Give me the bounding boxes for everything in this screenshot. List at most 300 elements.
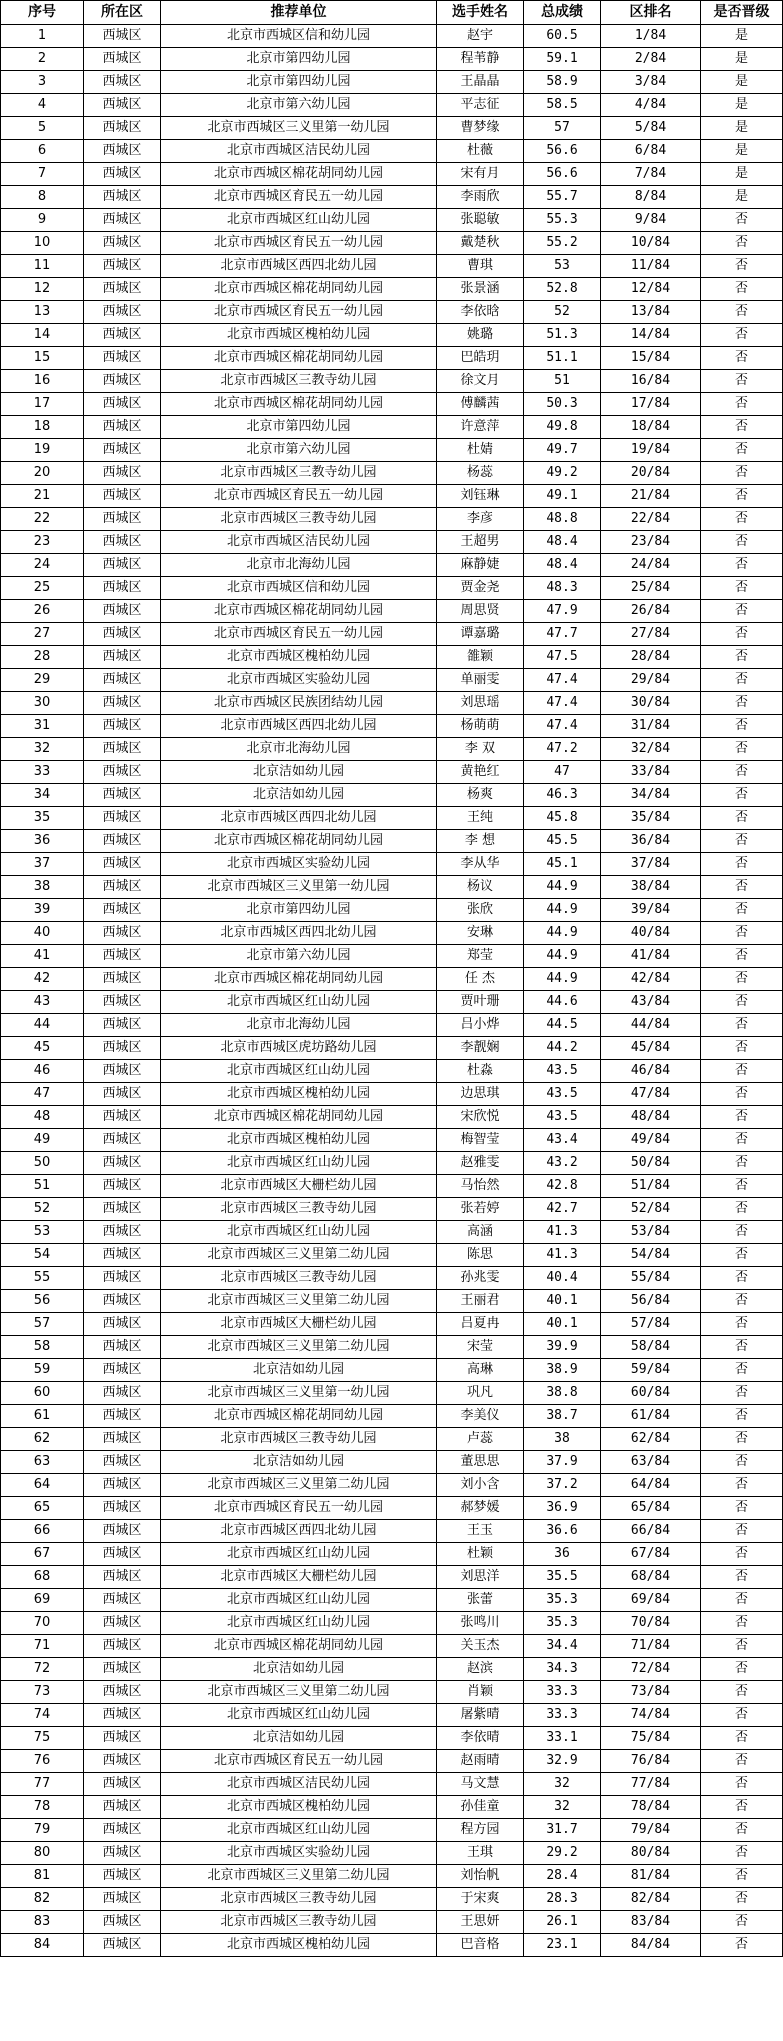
cell-rank: 53/84 <box>601 1221 701 1244</box>
cell-name: 李依晗 <box>437 301 524 324</box>
header-cell-name: 选手姓名 <box>437 1 524 25</box>
cell-rank: 31/84 <box>601 715 701 738</box>
cell-score: 40.4 <box>524 1267 601 1290</box>
cell-score: 57 <box>524 117 601 140</box>
cell-index: 81 <box>1 1865 84 1888</box>
table-row <box>1 945 783 968</box>
cell-score: 39.9 <box>524 1336 601 1359</box>
cell-advance: 否 <box>701 416 783 439</box>
cell-index: 74 <box>1 1704 84 1727</box>
cell-rank: 83/84 <box>601 1911 701 1934</box>
cell-unit: 北京市西城区棉花胡同幼儿园 <box>161 600 437 623</box>
cell-score: 23.1 <box>524 1934 601 1957</box>
cell-unit: 北京市西城区大栅栏幼儿园 <box>161 1175 437 1198</box>
cell-score: 47.2 <box>524 738 601 761</box>
cell-rank: 58/84 <box>601 1336 701 1359</box>
cell-unit: 北京市北海幼儿园 <box>161 554 437 577</box>
cell-unit: 北京市西城区红山幼儿园 <box>161 1704 437 1727</box>
cell-district: 西城区 <box>84 94 161 117</box>
cell-district: 西城区 <box>84 761 161 784</box>
cell-advance: 是 <box>701 71 783 94</box>
cell-district: 西城区 <box>84 25 161 48</box>
cell-advance: 是 <box>701 140 783 163</box>
cell-unit: 北京洁如幼儿园 <box>161 1359 437 1382</box>
cell-index: 60 <box>1 1382 84 1405</box>
cell-score: 32.9 <box>524 1750 601 1773</box>
table-row <box>1 784 783 807</box>
cell-rank: 64/84 <box>601 1474 701 1497</box>
cell-unit: 北京市西城区红山幼儿园 <box>161 991 437 1014</box>
cell-rank: 2/84 <box>601 48 701 71</box>
cell-advance: 是 <box>701 48 783 71</box>
cell-advance: 否 <box>701 1198 783 1221</box>
cell-score: 32 <box>524 1773 601 1796</box>
cell-index: 20 <box>1 462 84 485</box>
cell-district: 西城区 <box>84 439 161 462</box>
cell-rank: 84/84 <box>601 1934 701 1957</box>
cell-score: 44.9 <box>524 876 601 899</box>
cell-advance: 否 <box>701 1750 783 1773</box>
cell-district: 西城区 <box>84 1405 161 1428</box>
cell-score: 47.4 <box>524 669 601 692</box>
cell-score: 45.8 <box>524 807 601 830</box>
table-row <box>1 1198 783 1221</box>
cell-index: 73 <box>1 1681 84 1704</box>
cell-index: 71 <box>1 1635 84 1658</box>
cell-name: 程苇静 <box>437 48 524 71</box>
cell-index: 3 <box>1 71 84 94</box>
cell-district: 西城区 <box>84 462 161 485</box>
cell-unit: 北京市西城区三教寺幼儿园 <box>161 1911 437 1934</box>
cell-district: 西城区 <box>84 1750 161 1773</box>
cell-rank: 45/84 <box>601 1037 701 1060</box>
cell-district: 西城区 <box>84 1198 161 1221</box>
cell-district: 西城区 <box>84 1865 161 1888</box>
cell-unit: 北京市第四幼儿园 <box>161 416 437 439</box>
cell-rank: 69/84 <box>601 1589 701 1612</box>
cell-district: 西城区 <box>84 1773 161 1796</box>
cell-index: 6 <box>1 140 84 163</box>
cell-rank: 59/84 <box>601 1359 701 1382</box>
cell-unit: 北京市西城区三义里第一幼儿园 <box>161 117 437 140</box>
cell-unit: 北京市西城区棉花胡同幼儿园 <box>161 1635 437 1658</box>
cell-rank: 74/84 <box>601 1704 701 1727</box>
table-row <box>1 94 783 117</box>
cell-score: 59.1 <box>524 48 601 71</box>
cell-advance: 否 <box>701 1244 783 1267</box>
cell-rank: 75/84 <box>601 1727 701 1750</box>
cell-advance: 否 <box>701 646 783 669</box>
table-row <box>1 1037 783 1060</box>
cell-unit: 北京市西城区槐柏幼儿园 <box>161 646 437 669</box>
cell-name: 周思贤 <box>437 600 524 623</box>
cell-rank: 25/84 <box>601 577 701 600</box>
cell-advance: 否 <box>701 1819 783 1842</box>
table-row <box>1 301 783 324</box>
cell-unit: 北京市西城区大栅栏幼儿园 <box>161 1566 437 1589</box>
cell-unit: 北京市西城区三教寺幼儿园 <box>161 462 437 485</box>
cell-advance: 否 <box>701 807 783 830</box>
cell-name: 傅麟茜 <box>437 393 524 416</box>
cell-district: 西城区 <box>84 1152 161 1175</box>
cell-rank: 44/84 <box>601 1014 701 1037</box>
table-row <box>1 508 783 531</box>
cell-unit: 北京市西城区育民五一幼儿园 <box>161 1497 437 1520</box>
cell-district: 西城区 <box>84 531 161 554</box>
cell-unit: 北京洁如幼儿园 <box>161 1727 437 1750</box>
cell-unit: 北京市西城区棉花胡同幼儿园 <box>161 393 437 416</box>
table-row <box>1 485 783 508</box>
table-row <box>1 554 783 577</box>
cell-rank: 7/84 <box>601 163 701 186</box>
cell-unit: 北京市西城区槐柏幼儿园 <box>161 1934 437 1957</box>
table-row <box>1 232 783 255</box>
cell-index: 38 <box>1 876 84 899</box>
cell-rank: 29/84 <box>601 669 701 692</box>
header-cell-advance: 是否晋级 <box>701 1 783 25</box>
table-row <box>1 48 783 71</box>
cell-district: 西城区 <box>84 1382 161 1405</box>
cell-unit: 北京市西城区槐柏幼儿园 <box>161 1083 437 1106</box>
table-row <box>1 140 783 163</box>
cell-name: 平志征 <box>437 94 524 117</box>
cell-index: 46 <box>1 1060 84 1083</box>
cell-unit: 北京市西城区育民五一幼儿园 <box>161 485 437 508</box>
cell-unit: 北京市西城区三义里第二幼儿园 <box>161 1244 437 1267</box>
cell-name: 梅智莹 <box>437 1129 524 1152</box>
cell-advance: 否 <box>701 577 783 600</box>
cell-rank: 73/84 <box>601 1681 701 1704</box>
cell-index: 8 <box>1 186 84 209</box>
table-row <box>1 830 783 853</box>
cell-index: 33 <box>1 761 84 784</box>
cell-district: 西城区 <box>84 738 161 761</box>
cell-district: 西城区 <box>84 1727 161 1750</box>
cell-score: 48.3 <box>524 577 601 600</box>
cell-rank: 34/84 <box>601 784 701 807</box>
cell-district: 西城区 <box>84 117 161 140</box>
cell-score: 41.3 <box>524 1244 601 1267</box>
cell-rank: 24/84 <box>601 554 701 577</box>
cell-district: 西城区 <box>84 853 161 876</box>
table-row <box>1 1313 783 1336</box>
cell-index: 54 <box>1 1244 84 1267</box>
cell-advance: 否 <box>701 1934 783 1957</box>
cell-rank: 52/84 <box>601 1198 701 1221</box>
cell-score: 43.4 <box>524 1129 601 1152</box>
table-row <box>1 1911 783 1934</box>
table-row <box>1 1520 783 1543</box>
table-row <box>1 1681 783 1704</box>
table-row <box>1 991 783 1014</box>
cell-name: 曹琪 <box>437 255 524 278</box>
cell-unit: 北京市西城区洁民幼儿园 <box>161 531 437 554</box>
table-row <box>1 416 783 439</box>
cell-advance: 否 <box>701 1681 783 1704</box>
cell-unit: 北京市西城区红山幼儿园 <box>161 1152 437 1175</box>
cell-rank: 60/84 <box>601 1382 701 1405</box>
cell-index: 52 <box>1 1198 84 1221</box>
cell-name: 安琳 <box>437 922 524 945</box>
cell-score: 29.2 <box>524 1842 601 1865</box>
cell-score: 38.7 <box>524 1405 601 1428</box>
cell-unit: 北京市西城区红山幼儿园 <box>161 1589 437 1612</box>
cell-rank: 61/84 <box>601 1405 701 1428</box>
cell-score: 48.4 <box>524 554 601 577</box>
cell-index: 51 <box>1 1175 84 1198</box>
cell-advance: 否 <box>701 531 783 554</box>
cell-rank: 79/84 <box>601 1819 701 1842</box>
cell-advance: 否 <box>701 899 783 922</box>
cell-advance: 否 <box>701 347 783 370</box>
table-row <box>1 1083 783 1106</box>
cell-rank: 13/84 <box>601 301 701 324</box>
cell-unit: 北京市西城区红山幼儿园 <box>161 209 437 232</box>
cell-index: 39 <box>1 899 84 922</box>
cell-unit: 北京市西城区红山幼儿园 <box>161 1060 437 1083</box>
cell-advance: 否 <box>701 1566 783 1589</box>
cell-index: 65 <box>1 1497 84 1520</box>
table-row <box>1 1612 783 1635</box>
cell-district: 西城区 <box>84 646 161 669</box>
table-row <box>1 462 783 485</box>
cell-district: 西城区 <box>84 945 161 968</box>
cell-score: 44.9 <box>524 968 601 991</box>
cell-district: 西城区 <box>84 554 161 577</box>
cell-advance: 否 <box>701 462 783 485</box>
cell-rank: 23/84 <box>601 531 701 554</box>
cell-district: 西城区 <box>84 715 161 738</box>
cell-index: 70 <box>1 1612 84 1635</box>
cell-district: 西城区 <box>84 485 161 508</box>
cell-district: 西城区 <box>84 1290 161 1313</box>
cell-rank: 50/84 <box>601 1152 701 1175</box>
cell-name: 屠紫晴 <box>437 1704 524 1727</box>
table-row <box>1 922 783 945</box>
table-body <box>1 25 783 1957</box>
cell-score: 43.5 <box>524 1083 601 1106</box>
table-row <box>1 1635 783 1658</box>
cell-score: 44.9 <box>524 945 601 968</box>
cell-district: 西城区 <box>84 807 161 830</box>
table-row <box>1 1704 783 1727</box>
cell-score: 40.1 <box>524 1313 601 1336</box>
table-row <box>1 1750 783 1773</box>
cell-score: 47.4 <box>524 692 601 715</box>
cell-advance: 否 <box>701 1497 783 1520</box>
cell-index: 44 <box>1 1014 84 1037</box>
cell-advance: 否 <box>701 1911 783 1934</box>
cell-score: 58.9 <box>524 71 601 94</box>
cell-name: 李靓娴 <box>437 1037 524 1060</box>
cell-score: 38.8 <box>524 1382 601 1405</box>
cell-unit: 北京市西城区槐柏幼儿园 <box>161 1129 437 1152</box>
table-row <box>1 1773 783 1796</box>
cell-name: 边思琪 <box>437 1083 524 1106</box>
cell-advance: 否 <box>701 1658 783 1681</box>
cell-rank: 32/84 <box>601 738 701 761</box>
cell-rank: 81/84 <box>601 1865 701 1888</box>
cell-unit: 北京市第六幼儿园 <box>161 945 437 968</box>
cell-rank: 3/84 <box>601 71 701 94</box>
cell-index: 13 <box>1 301 84 324</box>
cell-name: 贾金尧 <box>437 577 524 600</box>
cell-advance: 否 <box>701 853 783 876</box>
cell-name: 吕小烨 <box>437 1014 524 1037</box>
cell-unit: 北京市西城区三教寺幼儿园 <box>161 1198 437 1221</box>
cell-score: 52 <box>524 301 601 324</box>
cell-advance: 是 <box>701 163 783 186</box>
cell-district: 西城区 <box>84 71 161 94</box>
cell-unit: 北京市西城区洁民幼儿园 <box>161 140 437 163</box>
cell-rank: 68/84 <box>601 1566 701 1589</box>
cell-advance: 否 <box>701 623 783 646</box>
cell-unit: 北京市第六幼儿园 <box>161 439 437 462</box>
table-row <box>1 163 783 186</box>
cell-district: 西城区 <box>84 301 161 324</box>
cell-name: 王超男 <box>437 531 524 554</box>
table-row <box>1 853 783 876</box>
cell-unit: 北京市西城区信和幼儿园 <box>161 577 437 600</box>
cell-rank: 71/84 <box>601 1635 701 1658</box>
cell-advance: 否 <box>701 1313 783 1336</box>
cell-name: 董思思 <box>437 1451 524 1474</box>
cell-score: 56.6 <box>524 140 601 163</box>
cell-rank: 62/84 <box>601 1428 701 1451</box>
cell-advance: 否 <box>701 991 783 1014</box>
cell-advance: 否 <box>701 692 783 715</box>
cell-district: 西城区 <box>84 324 161 347</box>
cell-name: 张景涵 <box>437 278 524 301</box>
cell-name: 刘钰琳 <box>437 485 524 508</box>
cell-score: 36.6 <box>524 1520 601 1543</box>
cell-district: 西城区 <box>84 1106 161 1129</box>
cell-advance: 否 <box>701 1865 783 1888</box>
cell-unit: 北京市西城区洁民幼儿园 <box>161 1773 437 1796</box>
cell-index: 49 <box>1 1129 84 1152</box>
cell-index: 40 <box>1 922 84 945</box>
cell-unit: 北京市西城区棉花胡同幼儿园 <box>161 347 437 370</box>
cell-name: 徐文月 <box>437 370 524 393</box>
cell-name: 陈思 <box>437 1244 524 1267</box>
cell-name: 姚璐 <box>437 324 524 347</box>
table-row <box>1 1060 783 1083</box>
cell-district: 西城区 <box>84 1888 161 1911</box>
cell-unit: 北京市第四幼儿园 <box>161 71 437 94</box>
cell-index: 24 <box>1 554 84 577</box>
cell-unit: 北京市西城区西四北幼儿园 <box>161 715 437 738</box>
cell-name: 王玉 <box>437 1520 524 1543</box>
cell-advance: 否 <box>701 1543 783 1566</box>
cell-district: 西城区 <box>84 1658 161 1681</box>
cell-district: 西城区 <box>84 1819 161 1842</box>
cell-advance: 否 <box>701 1129 783 1152</box>
cell-score: 43.5 <box>524 1060 601 1083</box>
cell-name: 谭嘉璐 <box>437 623 524 646</box>
cell-district: 西城区 <box>84 1796 161 1819</box>
cell-index: 72 <box>1 1658 84 1681</box>
cell-index: 67 <box>1 1543 84 1566</box>
cell-score: 47 <box>524 761 601 784</box>
cell-rank: 8/84 <box>601 186 701 209</box>
cell-score: 49.8 <box>524 416 601 439</box>
cell-rank: 16/84 <box>601 370 701 393</box>
cell-name: 许意萍 <box>437 416 524 439</box>
cell-score: 55.3 <box>524 209 601 232</box>
cell-name: 刘怡帆 <box>437 1865 524 1888</box>
cell-advance: 否 <box>701 1221 783 1244</box>
cell-score: 51.1 <box>524 347 601 370</box>
cell-score: 47.5 <box>524 646 601 669</box>
cell-score: 33.3 <box>524 1681 601 1704</box>
cell-index: 59 <box>1 1359 84 1382</box>
cell-rank: 41/84 <box>601 945 701 968</box>
cell-rank: 63/84 <box>601 1451 701 1474</box>
table-row <box>1 1106 783 1129</box>
cell-unit: 北京洁如幼儿园 <box>161 784 437 807</box>
cell-advance: 否 <box>701 1014 783 1037</box>
cell-name: 宋莹 <box>437 1336 524 1359</box>
cell-index: 12 <box>1 278 84 301</box>
cell-name: 郑莹 <box>437 945 524 968</box>
cell-district: 西城区 <box>84 1359 161 1382</box>
cell-score: 43.5 <box>524 1106 601 1129</box>
cell-rank: 21/84 <box>601 485 701 508</box>
cell-rank: 14/84 <box>601 324 701 347</box>
cell-index: 21 <box>1 485 84 508</box>
cell-score: 38 <box>524 1428 601 1451</box>
cell-index: 9 <box>1 209 84 232</box>
cell-district: 西城区 <box>84 393 161 416</box>
cell-name: 巴皓玥 <box>437 347 524 370</box>
cell-name: 李彦 <box>437 508 524 531</box>
cell-rank: 27/84 <box>601 623 701 646</box>
cell-district: 西城区 <box>84 48 161 71</box>
cell-district: 西城区 <box>84 922 161 945</box>
cell-rank: 40/84 <box>601 922 701 945</box>
cell-district: 西城区 <box>84 209 161 232</box>
table-row <box>1 1842 783 1865</box>
cell-score: 53 <box>524 255 601 278</box>
cell-rank: 38/84 <box>601 876 701 899</box>
cell-unit: 北京市西城区三义里第二幼儿园 <box>161 1681 437 1704</box>
cell-rank: 12/84 <box>601 278 701 301</box>
cell-index: 2 <box>1 48 84 71</box>
cell-index: 29 <box>1 669 84 692</box>
cell-unit: 北京市西城区三义里第一幼儿园 <box>161 876 437 899</box>
cell-rank: 11/84 <box>601 255 701 278</box>
cell-score: 38.9 <box>524 1359 601 1382</box>
cell-index: 18 <box>1 416 84 439</box>
cell-rank: 80/84 <box>601 1842 701 1865</box>
cell-district: 西城区 <box>84 1060 161 1083</box>
cell-index: 68 <box>1 1566 84 1589</box>
cell-index: 83 <box>1 1911 84 1934</box>
cell-name: 马文慧 <box>437 1773 524 1796</box>
cell-name: 高涵 <box>437 1221 524 1244</box>
cell-score: 33.1 <box>524 1727 601 1750</box>
cell-district: 西城区 <box>84 255 161 278</box>
cell-district: 西城区 <box>84 1566 161 1589</box>
cell-rank: 18/84 <box>601 416 701 439</box>
cell-unit: 北京市西城区棉花胡同幼儿园 <box>161 163 437 186</box>
cell-advance: 否 <box>701 945 783 968</box>
table-row <box>1 1267 783 1290</box>
cell-name: 杜婧 <box>437 439 524 462</box>
cell-name: 张欣 <box>437 899 524 922</box>
cell-name: 赵雨晴 <box>437 1750 524 1773</box>
cell-name: 戴楚秋 <box>437 232 524 255</box>
